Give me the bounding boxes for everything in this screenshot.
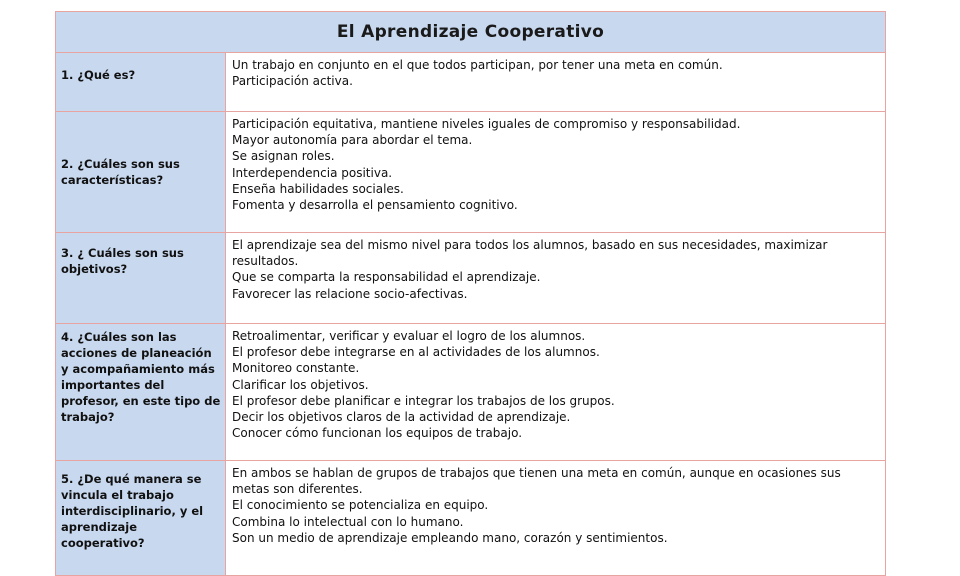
table-row (56, 233, 886, 324)
question-cell (56, 324, 226, 461)
answer-cell (226, 112, 886, 233)
answer-line: Mayor autonomía para abordar el tema. (232, 133, 473, 148)
answer-line: El aprendizaje sea del mismo nivel para todos los alumnos, basado en sus necesidades, maximizar resultados. (232, 238, 828, 269)
answer-line: Fomenta y desarrolla el pensamiento cognitivo. (232, 198, 518, 213)
cooperative-learning-table-container (55, 11, 885, 576)
answer-cell (226, 233, 886, 324)
answer-line: Monitoreo constante. (232, 361, 360, 376)
answer-line: Se asignan roles. (232, 149, 335, 164)
question-text: 5. ¿De qué manera se vincula el trabajo interdisciplinario, y el aprendizaje cooperativo? (61, 472, 204, 550)
question-cell (56, 112, 226, 233)
answer-line: El conocimiento se potencializa en equipo. (232, 498, 489, 513)
answer-line: Participación equitativa, mantiene niveles iguales de compromiso y responsabilidad. (232, 117, 741, 131)
answer-line: El profesor debe planificar e integrar los trabajos de los grupos. (232, 393, 615, 408)
question-text: 3. ¿ Cuáles son sus objetivos? (61, 246, 184, 276)
answer-cell (226, 461, 886, 576)
answer-line: Decir los objetivos claros de la actividad de aprendizaje. (232, 410, 571, 425)
question-text: 1. ¿Qué es? (61, 68, 136, 82)
answer-line: Retroalimentar, verificar y evaluar el logro de los alumnos. (232, 329, 586, 343)
table-row (56, 53, 886, 112)
answer-line: Un trabajo en conjunto en el que todos participan, por tener una meta en común. (232, 58, 723, 72)
answer-line: Combina lo intelectual con lo humano. (232, 514, 464, 529)
question-cell (56, 461, 226, 576)
question-text: 4. ¿Cuáles son las acciones de planeación y acompañamiento más importantes del profesor, en este tipo de trabajo? (61, 330, 221, 424)
answer-line: Clarificar los objetivos. (232, 377, 369, 392)
table-row (56, 324, 886, 461)
answer-line: Son un medio de aprendizaje empleando mano, corazón y sentimientos. (232, 530, 668, 545)
answer-line: Interdependencia positiva. (232, 165, 393, 180)
answer-cell (226, 53, 886, 112)
answer-line: Que se comparta la responsabilidad el aprendizaje. (232, 270, 541, 285)
table-title: El Aprendizaje Cooperativo (56, 12, 886, 53)
cooperative-learning-table (55, 11, 886, 576)
question-cell (56, 233, 226, 324)
answer-line: El profesor debe integrarse en al actividades de los alumnos. (232, 345, 600, 360)
question-text: 2. ¿Cuáles son sus características? (61, 157, 180, 187)
answer-line: En ambos se hablan de grupos de trabajos que tienen una meta en común, aunque en ocasiones sus metas son diferentes. (232, 466, 841, 497)
answer-line: Participación activa. (232, 74, 353, 89)
question-cell (56, 53, 226, 112)
answer-line: Favorecer las relacione socio-afectivas. (232, 286, 468, 301)
table-row (56, 461, 886, 576)
answer-line: Conocer cómo funcionan los equipos de trabajo. (232, 426, 523, 441)
answer-line: Enseña habilidades sociales. (232, 181, 404, 196)
answer-cell (226, 324, 886, 461)
table-row (56, 112, 886, 233)
